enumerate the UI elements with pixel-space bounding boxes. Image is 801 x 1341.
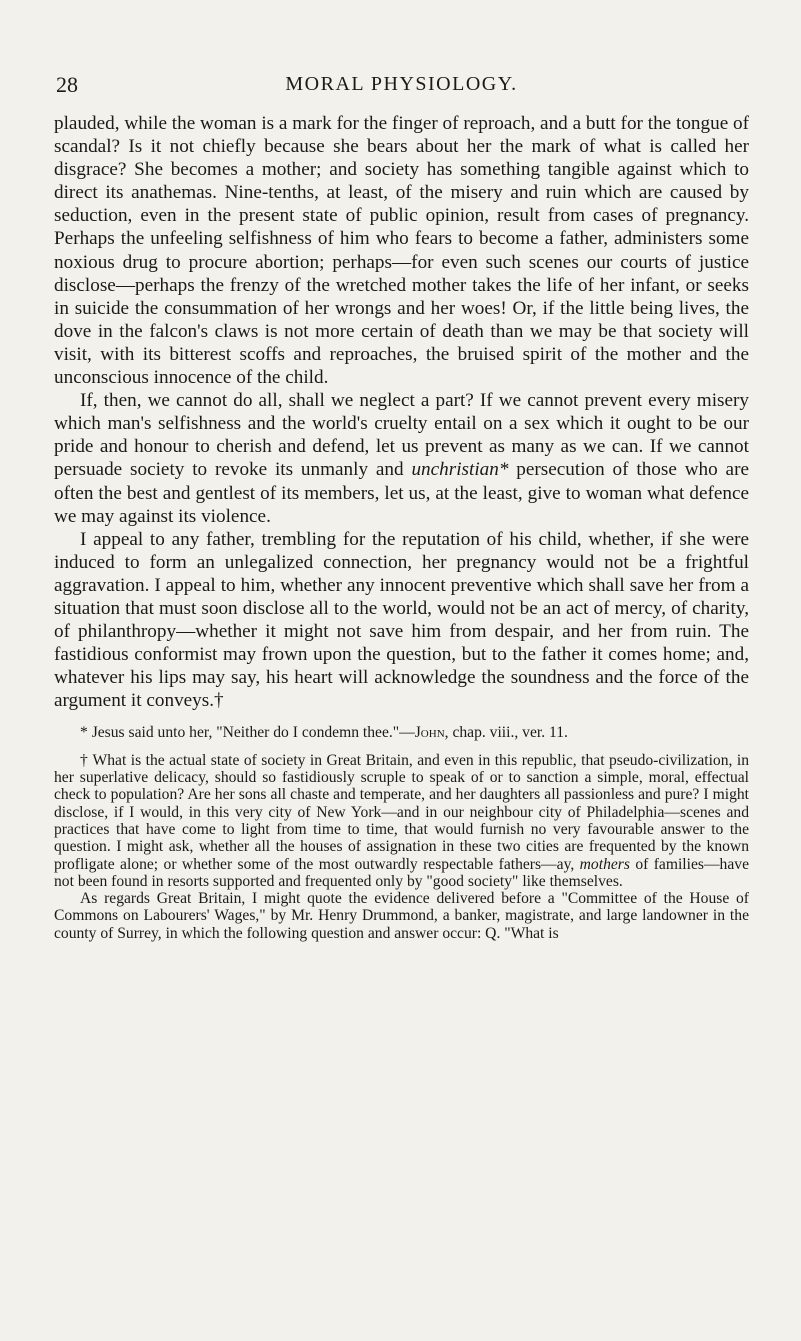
- footnote-1-text-b: , chap. viii., ver. 11.: [444, 724, 568, 742]
- footnotes: [54, 724, 749, 942]
- footnote-2-text-a: † What is the actual state of society in Great Britain, and even in this republic, that pseudo-civilization, in her superlative delicacy, should so fastidiously scruple to speak of or to sanction a simple, moral, effectual check to population? Are her sons all chaste and temperate, and her daughters all passionless and pure? I might disclose, if I would, in this very city of New York—and in our neighbour city of Philadelphia—scenes and practices that have come to light from time to time, that would furnish no very favourable answer to the question. I might ask, whether all the houses of assignation in these two cities are frequented by the known profligate alone; or whether some of the most outwardly respectable fathers—ay,: [54, 751, 749, 873]
- paragraph-2-text-b: persecution of those who are often the best and gentlest of its members, let us, at the least, give to woman what defence we may against its violence.: [54, 459, 749, 527]
- footnote-1-name: John: [414, 724, 445, 742]
- paragraph-2: [54, 389, 749, 528]
- footnote-1-text-a: * Jesus said unto her, "Neither do I condemn thee."—: [80, 724, 415, 742]
- paragraph-1: plauded, while the woman is a mark for the finger of reproach, and a butt for the tongue of scandal? Is it not chiefly because she bears about her the mark of what is called her disgrace? She becomes a mother; and society has something tangible against which to direct its anathemas. Nine-tenths, at least, of the misery and ruin which are caused by seduction, even in the present state of public opinion, result from cases of pregnancy. Perhaps the unfeeling selfishness of him who fears to become a father, administers some noxious drug to procure abortion; perhaps—for even such scenes our courts of justice disclose—perhaps the frenzy of the wretched mother takes the life of her infant, or seeks in suicide the consummation of her wrongs and her woes! Or, if the little being lives, the dove in the falcon's claws is not more certain of death than we may be that society will visit, with its bitterest scoffs and reproaches, the bruised spirit of the mother and the unconscious innocence of the child.: [54, 113, 749, 389]
- running-title: MORAL PHYSIOLOGY.: [285, 73, 518, 95]
- paragraph-2-text-a: If, then, we cannot do all, shall we neglect a part? If we cannot prevent every misery which man's selfishness and the world's cruelty entail on a sex which it ought to be our pride and honour to cherish and defend, let us prevent as many as we can. If we cannot persuade society to revoke its unmanly and: [54, 390, 749, 481]
- page-number: 28: [56, 72, 78, 97]
- footnote-2-continued: As regards Great Britain, I might quote the evidence delivered before a "Committee of the House of Commons on Labourers' Wages," by Mr. Henry Drummond, a banker, magistrate, and large landowner in the county of Surrey, in which the following question and answer occur: Q. "What is: [54, 890, 749, 942]
- emphasis-mothers: mothers: [579, 855, 630, 873]
- footnote-1: [54, 724, 749, 741]
- running-head: [54, 72, 749, 112]
- emphasis-unchristian: unchristian*: [411, 459, 509, 481]
- body-text: [54, 112, 749, 712]
- paragraph-3: I appeal to any father, trembling for the reputation of his child, whether, if she were induced to form an unlegalized connection, her pregnancy would not be a frightful aggravation. I appeal to him, whether any innocent preventive which shall save her from a situation that must soon disclose all to the world, would not be an act of mercy, of charity, of philanthropy—whether it might not save him from despair, and her from ruin. The fastidious conformist may frown upon the question, but to the father it comes home; and, whatever his lips may say, his heart will acknowledge the soundness and the force of the argument it conveys.†: [54, 528, 749, 712]
- footnote-2-text-b: of families—have not been found in resorts supported and frequented only by "good society" like themselves.: [54, 855, 749, 890]
- footnote-2: [54, 752, 749, 890]
